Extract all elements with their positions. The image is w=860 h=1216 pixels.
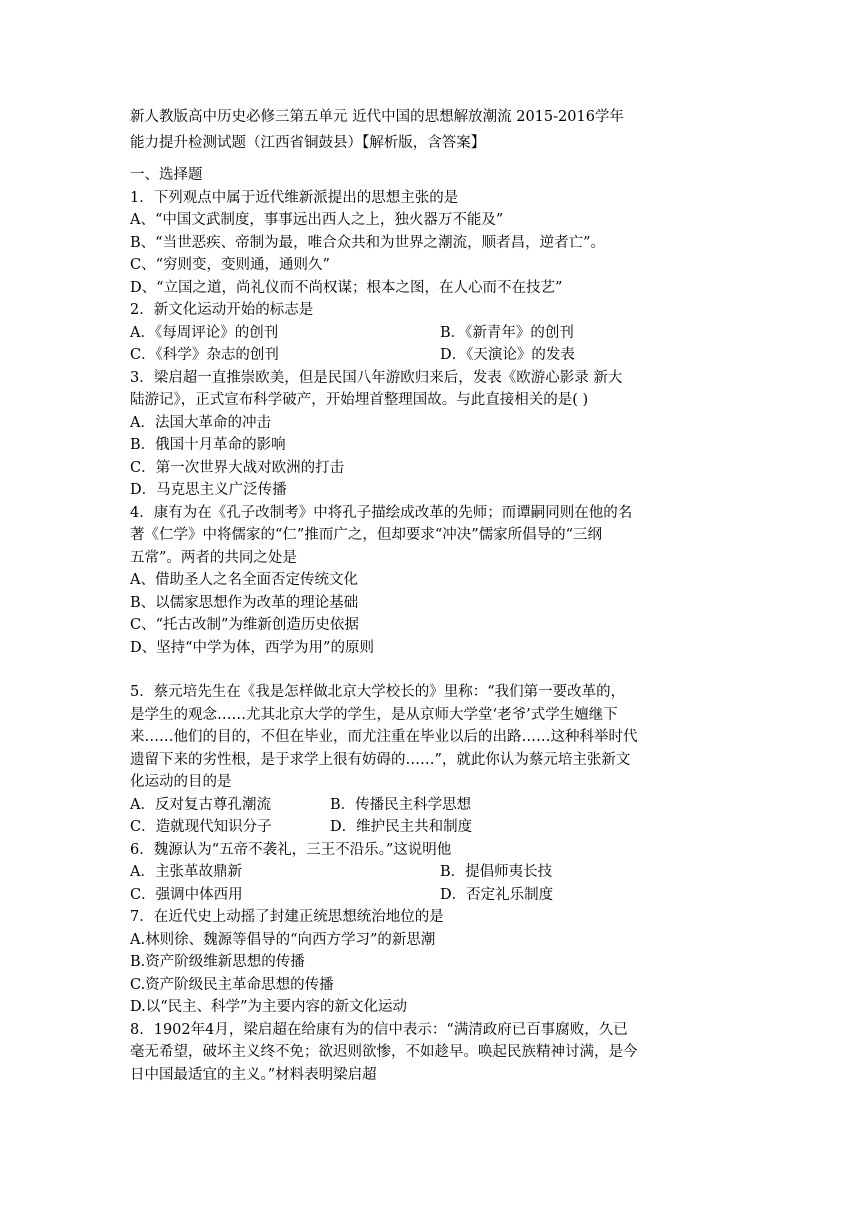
question-stem-line: 化运动的目的是 bbox=[130, 774, 232, 790]
question-stem-line: 五常”。两者的共同之处是 bbox=[130, 549, 297, 566]
option-d: D．维护民主共和制度 bbox=[330, 819, 473, 835]
option-c: C.资产阶级民主革命思想的传播 bbox=[130, 976, 334, 993]
question-stem-line: 8．1902年4月，梁启超在给康有为的信中表示：“满清政府已百事腐败，久已 bbox=[130, 1021, 628, 1038]
options-row bbox=[130, 861, 730, 884]
option-b: B．提倡师夷长技 bbox=[440, 864, 553, 880]
option-d: D．否定礼乐制度 bbox=[440, 886, 554, 903]
question-stem-line: 是学生的观念……尤其北京大学的学生，是从京师大学堂‘老爷’式学生嬗继下 bbox=[130, 706, 618, 723]
options-row bbox=[130, 794, 730, 817]
question-4 bbox=[130, 502, 730, 660]
question-stem-line: 来……他们的目的，不但在毕业，而尤注重在毕业以后的出路……这种科举时代 bbox=[130, 729, 638, 745]
option-d: D．《天演论》的发表 bbox=[440, 347, 575, 363]
question-8 bbox=[130, 1019, 730, 1087]
option-c: C．强调中体西用 bbox=[130, 886, 243, 903]
question-7 bbox=[130, 906, 730, 1019]
question-stem-line: 陆游记》，正式宣布科学破产，开始埋首整理国故。与此直接相关的是( ) bbox=[130, 392, 589, 408]
option-b: B．俄国十月革命的影响 bbox=[130, 437, 286, 453]
question-3 bbox=[130, 367, 730, 502]
document-page bbox=[130, 104, 730, 1086]
option-a: A、借助圣人之名全面否定传统文化 bbox=[130, 572, 358, 588]
options-row bbox=[130, 884, 730, 907]
question-stem-line: 著《仁学》中将儒家的“仁”推而广之，但却要求“冲决”儒家所倡导的“三纲 bbox=[130, 527, 603, 543]
option-d: D．马克思主义广泛传播 bbox=[130, 482, 287, 498]
options-row bbox=[130, 816, 730, 839]
option-b: B.资产阶级维新思想的传播 bbox=[130, 954, 305, 970]
question-2 bbox=[130, 299, 730, 367]
option-a: A.林则徐、魏源等倡导的“向西方学习”的新思潮 bbox=[130, 931, 436, 948]
document-title-line-2: 能力提升检测试题（江西省铜鼓县）【解析版，含答案】 bbox=[130, 135, 486, 151]
question-stem-line: 遗留下来的劣性根，是于求学上很有妨碍的……”，就此你认为蔡元培主张新文 bbox=[130, 751, 631, 768]
question-5 bbox=[130, 681, 730, 839]
option-d: D、坚持“中学为体，西学为用”的原则 bbox=[130, 639, 374, 656]
option-c: C、“托古改制”为维新创造历史依据 bbox=[130, 617, 359, 633]
document-title-line-1: 新人教版高中历史必修三第五单元 近代中国的思想解放潮流 2015-2016学年 bbox=[130, 109, 624, 125]
question-stem: 2．新文化运动开始的标志是 bbox=[130, 302, 314, 318]
option-c: C．《科学》杂志的创刊 bbox=[130, 347, 279, 363]
option-c: C．第一次世界大战对欧洲的打击 bbox=[130, 459, 345, 476]
question-stem: 1．下列观点中属于近代维新派提出的思想主张的是 bbox=[130, 189, 459, 206]
option-c: C．造就现代知识分子 bbox=[130, 819, 272, 835]
blank-gap bbox=[130, 659, 730, 681]
question-6 bbox=[130, 839, 730, 907]
option-b: B．《新青年》的创刊 bbox=[440, 324, 574, 341]
question-stem-line: 日中国最适宜的主义。”材料表明梁启超 bbox=[130, 1066, 377, 1083]
option-c: C、“穷则变，变则通，通则久” bbox=[130, 257, 330, 273]
option-a: A．主张革故鼎新 bbox=[130, 864, 242, 880]
question-stem-line: 毫无希望，破坏主义终不免；欲迟则欲惨，不如趁早。唤起民族精神讨满，是今 bbox=[130, 1044, 638, 1060]
question-1 bbox=[130, 187, 730, 300]
option-b: B．传播民主科学思想 bbox=[330, 796, 472, 813]
question-stem-line: 3．梁启超一直推崇欧美，但是民国八年游欧归来后，发表《欧游心影录 新大 bbox=[130, 369, 623, 386]
option-d: D、“立国之道，尚礼仪而不尚权谋；根本之图，在人心而不在技艺” bbox=[130, 279, 563, 296]
section-heading: 一、选择题 bbox=[130, 167, 203, 183]
question-stem-line: 4．康有为在《孔子改制考》中将孔子描绘成改革的先师；而谭嗣同则在他的名 bbox=[130, 504, 633, 521]
question-stem: 6．魏源认为“五帝不袭礼，三王不沿乐。”这说明他 bbox=[130, 841, 452, 858]
option-b: B、以儒家思想作为改革的理论基础 bbox=[130, 594, 359, 611]
options-row bbox=[130, 322, 730, 345]
option-d: D.以“民主、科学”为主要内容的新文化运动 bbox=[130, 999, 408, 1015]
option-b: B、“当世恶疾、帝制为最，唯合众共和为世界之潮流，顺者昌，逆者亡”。 bbox=[130, 234, 605, 251]
option-a: A．《每周评论》的创刊 bbox=[130, 324, 279, 341]
options-row bbox=[130, 344, 730, 367]
question-stem: 7．在近代史上动摇了封建正统思想统治地位的是 bbox=[130, 909, 444, 925]
option-a: A、“中国文武制度，事事远出西人之上，独火器万不能及” bbox=[130, 212, 504, 228]
option-a: A．法国大革命的冲击 bbox=[130, 414, 271, 431]
question-stem-line: 5．蔡元培先生在《我是怎样做北京大学校长的》里称：“我们第一要改革的， bbox=[130, 684, 626, 700]
option-a: A．反对复古尊孔潮流 bbox=[130, 796, 271, 813]
